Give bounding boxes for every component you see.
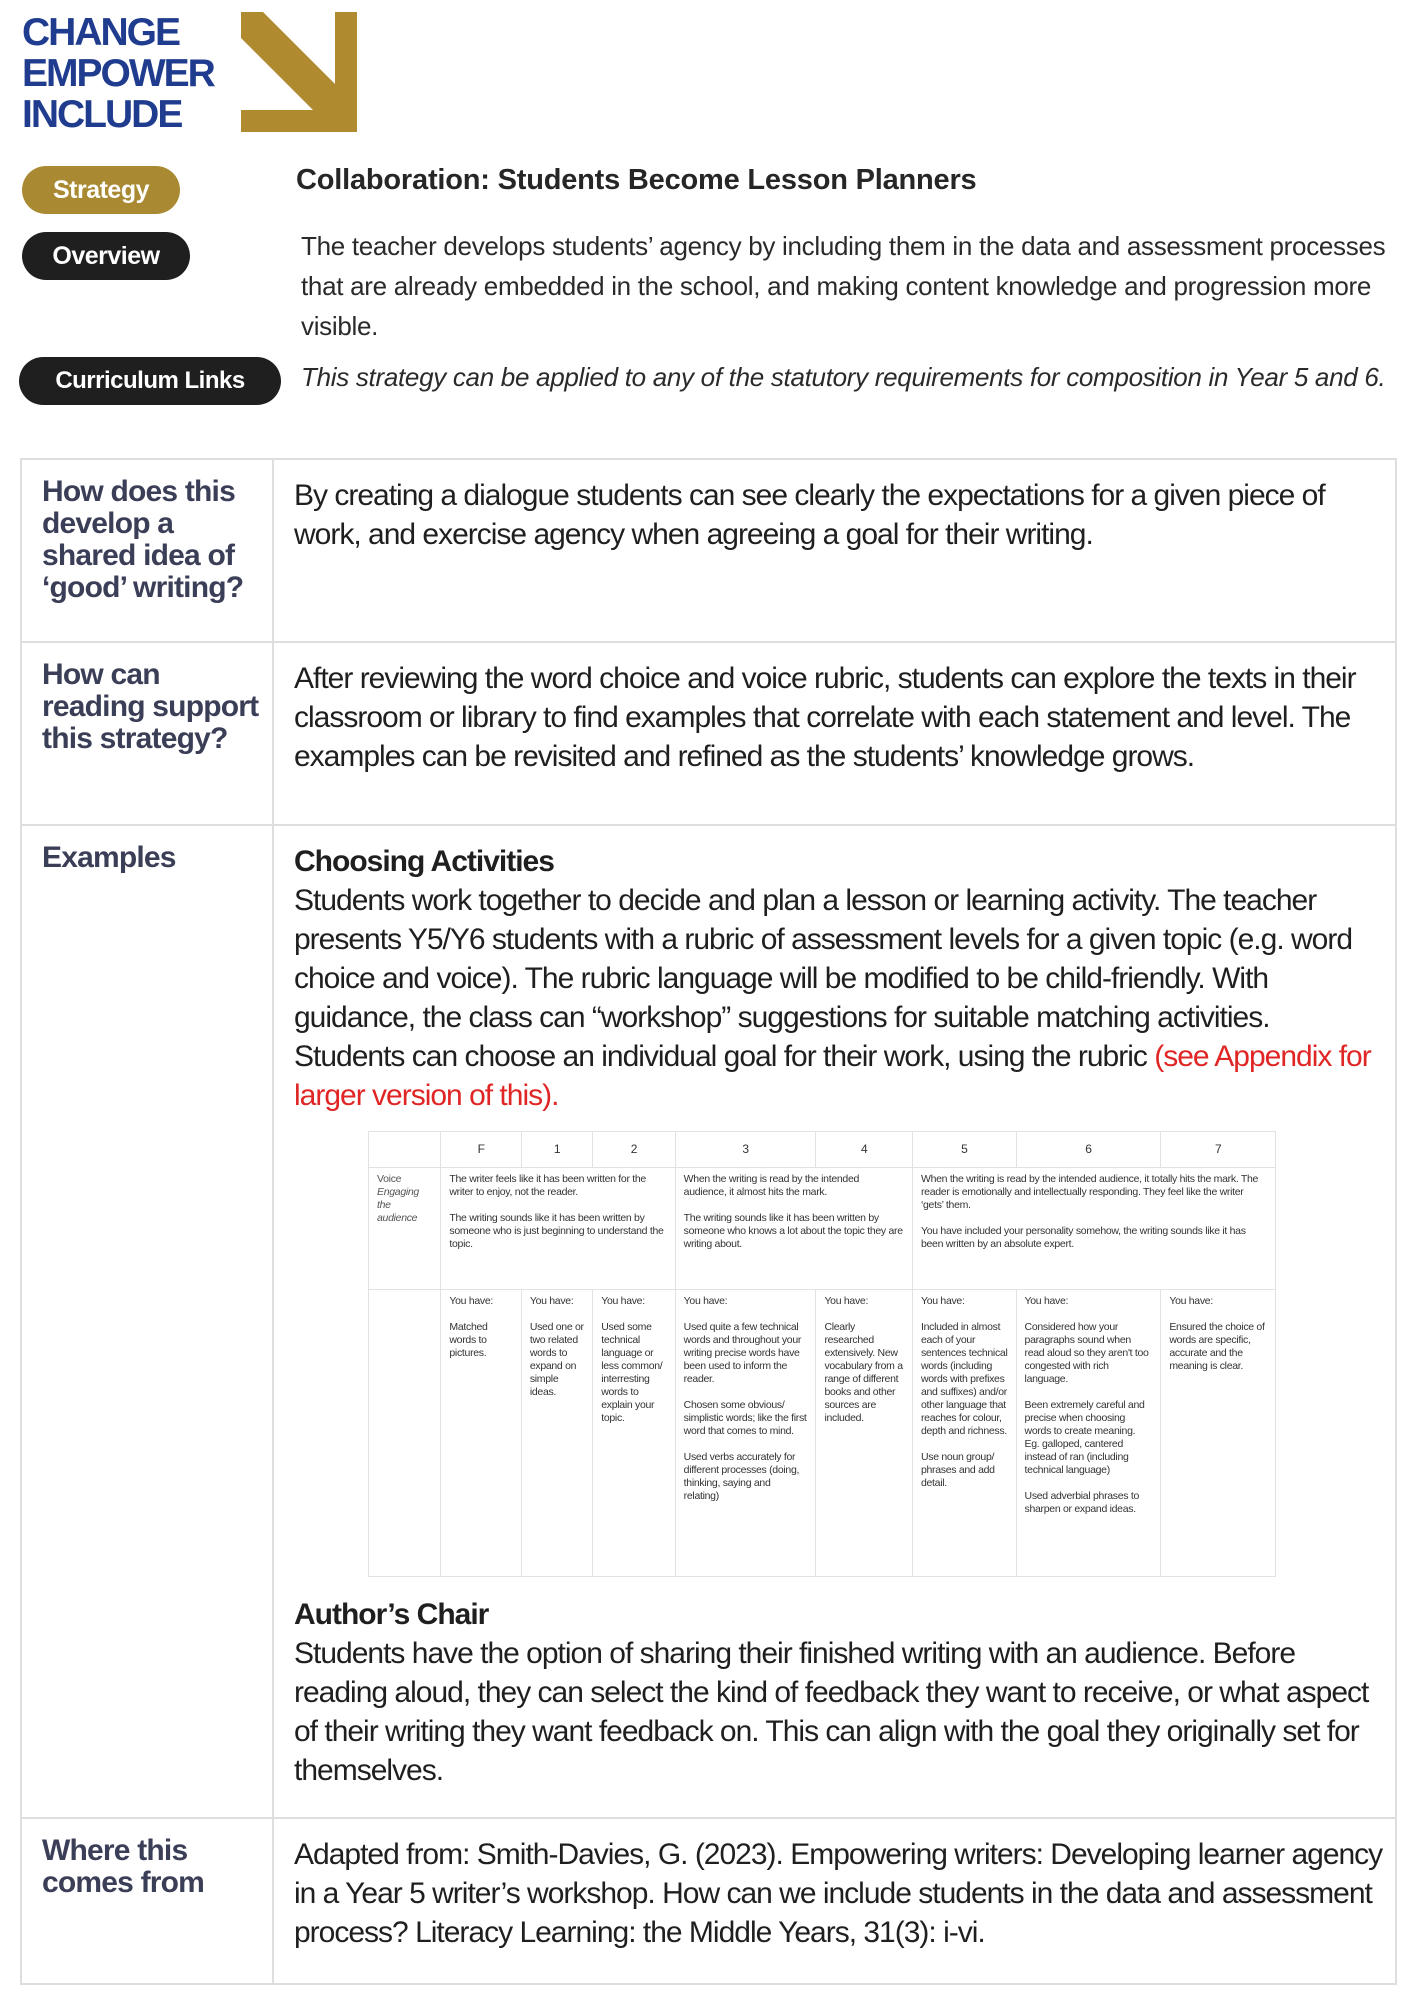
- table-row: [22, 826, 1395, 1819]
- row-label: Where this comes from: [22, 1819, 274, 1983]
- rubric-desc-text: The writing sounds like it has been written by someone who knows a lot about the topic they are writing about.: [683, 1212, 903, 1250]
- row-label: How does this develop a shared idea of ‘good’ writing?: [22, 460, 274, 641]
- rubric-cell: [593, 1290, 675, 1577]
- rubric-desc-34: [675, 1168, 912, 1290]
- row-label: Examples: [22, 826, 274, 1817]
- table-row: [22, 1819, 1395, 1983]
- rubric-cell-text: Used verbs accurately for different processes (doing, thinking, saying and relating): [683, 1451, 800, 1502]
- rubric-desc-text: When the writing is read by the intended audience, it almost hits the mark.: [683, 1173, 860, 1198]
- rubric-cell-text: Ensured the choice of words are specific, accurate and the meaning is clear.: [1169, 1321, 1265, 1372]
- rubric-cell-text: Matched words to pictures.: [449, 1321, 488, 1359]
- rubric-desc-text: When the writing is read by the intended audience, it totally hits the mark. The reader is emotionally and intellectually responding. They feel like the writer ‘gets’ them.: [920, 1173, 1259, 1211]
- rubric-table: [368, 1131, 1276, 1577]
- logo: [22, 11, 372, 136]
- strategy-label: Strategy: [22, 166, 180, 214]
- rubric-cell-text: Clearly researched extensively. New vocabulary from a range of different books and other sources are included.: [824, 1321, 903, 1424]
- rubric-cell: [816, 1290, 913, 1577]
- row-text: By creating a dialogue students can see clearly the expectations for a given piece of work, and exercise agency when agreeing a goal for their writing.: [294, 479, 1325, 551]
- rubric-corner: [369, 1132, 441, 1168]
- table-row: [22, 643, 1395, 826]
- rubric-empty-cell: [369, 1290, 441, 1577]
- rubric-cell: [1161, 1290, 1276, 1577]
- rubric-cell-text: Been extremely careful and precise when choosing words to create meaning. Eg. galloped, cantered instead of ran (including technical language): [1024, 1399, 1145, 1476]
- strategy-title: Collaboration: Students Become Lesson Planners: [296, 164, 977, 196]
- choosing-activities-heading: Choosing Activities: [294, 845, 554, 878]
- logo-line-3: INCLUDE: [22, 93, 182, 136]
- rubric-level: 1: [521, 1132, 592, 1168]
- rubric-cell-text: Used one or two related words to expand on simple ideas.: [529, 1321, 584, 1398]
- rubric-image: [368, 1131, 1276, 1577]
- logo-line-1: CHANGE: [22, 11, 180, 54]
- rubric-level: F: [441, 1132, 521, 1168]
- choosing-activities-text: [294, 881, 1385, 1115]
- logo-line-2: EMPOWER: [22, 52, 214, 95]
- rubric-desc-text: The writer feels like it has been written for the writer to enjoy, not the reader.: [449, 1173, 646, 1198]
- rubric-cell-text: Considered how your paragraphs sound when read aloud so they aren't too congested with rich language.: [1024, 1321, 1149, 1385]
- rubric-level: 3: [675, 1132, 816, 1168]
- rubric-desc-text: You have included your personality somehow, the writing sounds like it has been written by an absolute expert.: [920, 1225, 1246, 1250]
- authors-chair-text: Students have the option of sharing their finished writing with an audience. Before reading aloud, they can select the kind of feedback they want to receive, or what aspect of their writing they want feedback on. This can align with the goal they originally set for themselves.: [294, 1637, 1369, 1787]
- rubric-cell-text: Used some technical language or less common/ interresting words to explain your topic.: [601, 1321, 663, 1424]
- rubric-you-have: You have:: [601, 1295, 645, 1307]
- authors-chair-heading: Author’s Chair: [294, 1598, 489, 1631]
- logo-text: [22, 12, 214, 135]
- examples-body: [274, 826, 1395, 1817]
- rubric-voice-label: [369, 1168, 441, 1290]
- rubric-cell: [675, 1290, 816, 1577]
- appendix-link[interactable]: (see Appendix for larger version of this).: [294, 1040, 1371, 1112]
- rubric-you-have: You have:: [529, 1295, 574, 1307]
- rubric-header-row: [369, 1132, 1276, 1168]
- overview-label: Overview: [22, 232, 190, 280]
- table-row: [22, 460, 1395, 643]
- rubric-level: 4: [816, 1132, 913, 1168]
- row-text: Adapted from: Smith-Davies, G. (2023). Empowering writers: Developing learner agency in a Year 5 writer’s workshop. How can we include students in the data and assessment process? Literacy Learning: the Middle Years, 31(3): i-vi.: [294, 1838, 1383, 1949]
- rubric-detail-row: [369, 1290, 1276, 1577]
- rubric-cell: [521, 1290, 592, 1577]
- choosing-activities-body: Students work together to decide and plan a lesson or learning activity. The teacher presents Y5/Y6 students with a rubric of assessment levels for a given topic (e.g. word choice and voice). The rubric language will be modified to be child-friendly. With guidance, the class can “workshop” suggestions for suitable matching activities. Students can choose an individual goal for their work, using the rubric: [294, 884, 1353, 1073]
- rubric-voice-subtitle: Engaging the audience: [377, 1186, 419, 1224]
- curriculum-text: This strategy can be applied to any of the statutory requirements for composition in Year 5 and 6.: [301, 362, 1386, 392]
- curriculum-links-label: Curriculum Links: [19, 357, 281, 405]
- strategy-table: [20, 458, 1397, 1985]
- rubric-desc-text: The writing sounds like it has been written by someone who is just beginning to understand the topic.: [449, 1212, 664, 1250]
- rubric-level: 2: [593, 1132, 675, 1168]
- rubric-level: 7: [1161, 1132, 1276, 1168]
- rubric-you-have: You have:: [449, 1295, 494, 1307]
- rubric-cell-text: Use noun group/ phrases and add detail.: [920, 1451, 995, 1489]
- overview-text: The teacher develops students’ agency by including them in the data and assessment processes that are already embedded in the school, and making content knowledge and progression more visible.: [301, 231, 1386, 341]
- rubric-cell-text: Included in almost each of your sentences technical words (including words with prefixes and suffixes) and/or other language that reaches for colour, depth and richness.: [920, 1321, 1008, 1437]
- rubric-level: 6: [1016, 1132, 1161, 1168]
- rubric-desc-57: [912, 1168, 1275, 1290]
- rubric-cell-text: Used adverbial phrases to sharpen or expand ideas.: [1024, 1490, 1140, 1515]
- rubric-cell: [912, 1290, 1016, 1577]
- rubric-cell: [1016, 1290, 1161, 1577]
- rubric-you-have: You have:: [824, 1295, 869, 1307]
- rubric-desc-row: [369, 1168, 1276, 1290]
- rubric-you-have: You have:: [920, 1295, 965, 1307]
- rubric-desc-f2: [441, 1168, 675, 1290]
- rubric-cell-text: Used quite a few technical words and throughout your writing precise words have been used to inform the reader.: [683, 1321, 802, 1385]
- rubric-you-have: You have:: [683, 1295, 728, 1307]
- row-text: After reviewing the word choice and voice rubric, students can explore the texts in their classroom or library to find examples that correlate with each statement and level. The examples can be revisited and refined as the students’ knowledge grows.: [294, 662, 1356, 773]
- row-label: How can reading support this strategy?: [22, 643, 274, 824]
- rubric-cell-text: Chosen some obvious/ simplistic words; like the first word that comes to mind.: [683, 1399, 807, 1437]
- rubric-cell: [441, 1290, 521, 1577]
- rubric-level: 5: [912, 1132, 1016, 1168]
- rubric-you-have: You have:: [1169, 1295, 1213, 1307]
- arrow-down-right-icon: [235, 12, 380, 132]
- rubric-you-have: You have:: [1024, 1295, 1069, 1307]
- rubric-voice-title: Voice: [377, 1173, 402, 1185]
